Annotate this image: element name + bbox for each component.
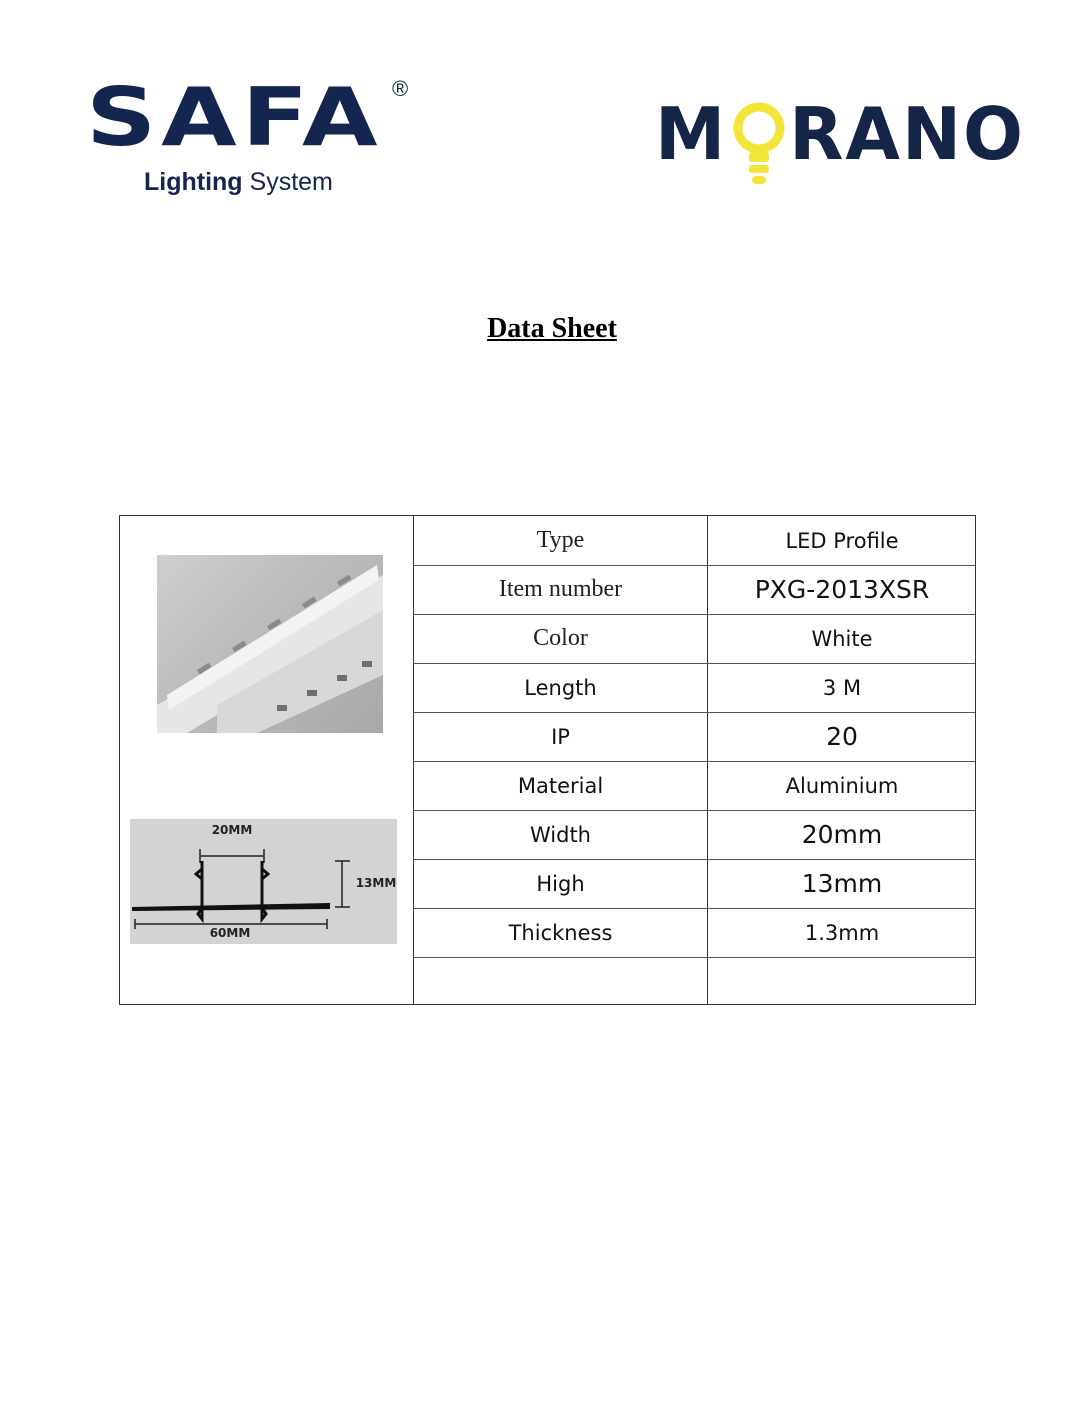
morano-logo — [655, 92, 1035, 198]
spec-value: White — [811, 626, 873, 651]
product-photo — [157, 555, 383, 733]
safa-logo-word: SAFA — [86, 71, 383, 164]
morano-letter-m: M — [655, 92, 728, 176]
morano-letters-rano: RANO — [789, 92, 1025, 176]
safa-tagline-rest: System — [242, 168, 333, 196]
width-dimension-label: 20MM — [211, 823, 253, 837]
safa-logo — [86, 71, 426, 208]
spec-value: PXG-2013XSR — [754, 575, 930, 604]
spec-label: Width — [529, 822, 591, 847]
base-dimension-label: 60MM — [209, 926, 251, 940]
cross-section-drawing — [130, 819, 397, 944]
registered-mark: ® — [392, 76, 409, 101]
spec-value: LED Profile — [785, 528, 899, 553]
spec-table — [119, 515, 976, 1005]
spec-label: Length — [524, 675, 597, 700]
spec-value: 20mm — [801, 820, 883, 849]
morano-logo-word — [655, 92, 1025, 176]
spec-label: Type — [536, 527, 585, 553]
spec-value: 3 M — [822, 675, 862, 700]
spec-label: Material — [517, 773, 604, 798]
document-title: Data Sheet — [487, 313, 617, 344]
spec-value: 20 — [826, 722, 858, 751]
spec-value: Aluminium — [785, 773, 899, 798]
spec-label: Thickness — [508, 920, 613, 945]
spec-label: Item number — [498, 576, 623, 602]
spec-label: IP — [551, 724, 570, 749]
profile-illustration — [157, 555, 383, 733]
spec-label: High — [536, 871, 585, 896]
spec-label: Color — [533, 625, 588, 651]
height-dimension-label: 13MM — [355, 876, 397, 890]
lightbulb-icon — [733, 100, 785, 192]
safa-tagline-bold: Lighting — [144, 168, 243, 196]
spec-value: 1.3mm — [804, 920, 880, 945]
spec-value — [708, 957, 976, 1006]
spec-label — [414, 957, 707, 1006]
spec-value: 13mm — [801, 869, 883, 898]
safa-tagline — [144, 170, 333, 195]
cross-section-diagram — [130, 819, 397, 944]
